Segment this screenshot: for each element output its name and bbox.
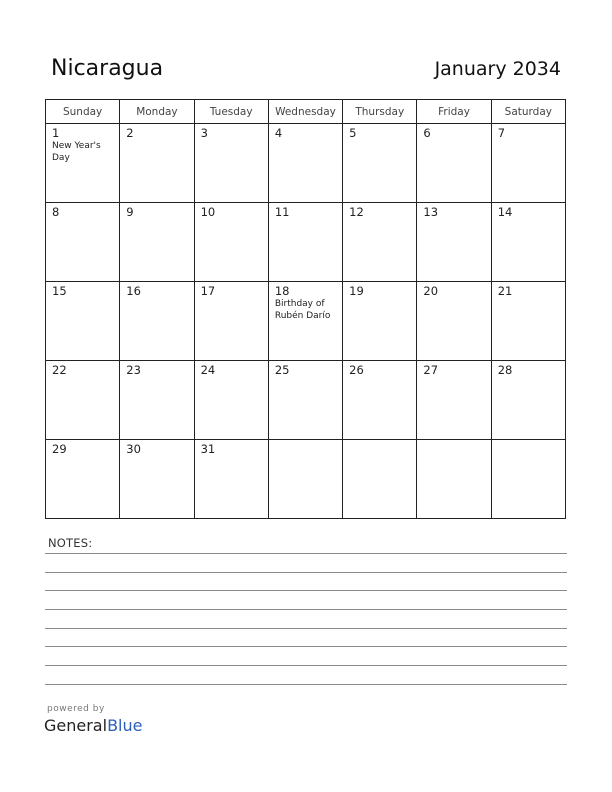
- day-number: 4: [274, 126, 283, 140]
- day-number: 20: [423, 284, 439, 298]
- day-number: 5: [349, 126, 357, 140]
- day-cell: [46, 282, 120, 361]
- day-cell: [120, 203, 194, 282]
- day-number: 9: [126, 205, 134, 219]
- weekday-header: Thursday: [343, 100, 417, 124]
- day-cell: [46, 124, 120, 203]
- day-cell: [417, 203, 491, 282]
- month-year-title: January 2034: [434, 58, 561, 80]
- day-number: 14: [497, 205, 513, 219]
- brand-name-part1: General: [44, 716, 108, 735]
- powered-by-text: powered by: [47, 704, 105, 714]
- day-cell: [194, 282, 268, 361]
- day-cell: [120, 361, 194, 440]
- day-number: 24: [200, 363, 216, 377]
- week-row: [46, 440, 566, 519]
- country-title: Nicaragua: [51, 56, 164, 81]
- day-number: 30: [126, 442, 141, 456]
- day-number: 16: [126, 284, 141, 298]
- day-cell: [46, 203, 120, 282]
- day-number: 17: [200, 284, 216, 298]
- day-cell: [268, 440, 342, 519]
- day-cell: [343, 203, 417, 282]
- weekday-header-row: [46, 100, 566, 124]
- weekday-header: Monday: [120, 100, 194, 124]
- day-number: 6: [423, 126, 431, 140]
- day-cell: [343, 361, 417, 440]
- day-number: 8: [52, 205, 60, 219]
- day-cell: [491, 282, 565, 361]
- day-number: 26: [349, 363, 364, 377]
- day-cell: [491, 124, 565, 203]
- day-cell: [343, 282, 417, 361]
- day-number: 13: [423, 205, 439, 219]
- weekday-header: Saturday: [491, 100, 565, 124]
- day-number: 12: [349, 205, 364, 219]
- brand-name-part2: Blue: [107, 716, 143, 735]
- notes-line: [45, 590, 567, 591]
- day-number: 2: [126, 126, 134, 140]
- notes-line: [45, 684, 567, 685]
- day-cell: [194, 203, 268, 282]
- day-cell: [417, 440, 491, 519]
- day-number: 10: [200, 205, 216, 219]
- week-row: [46, 282, 566, 361]
- day-cell: [120, 440, 194, 519]
- day-cell: [120, 124, 194, 203]
- week-row: [46, 203, 566, 282]
- day-number: 28: [497, 363, 513, 377]
- notes-line: [45, 665, 567, 666]
- day-cell: [491, 440, 565, 519]
- weekday-header: Sunday: [46, 100, 120, 124]
- day-cell: [194, 361, 268, 440]
- notes-line: [45, 609, 567, 610]
- holiday-label: New Year's Day: [52, 141, 101, 163]
- day-cell: [268, 361, 342, 440]
- holiday-label: Birthday of Rubén Darío: [274, 299, 331, 321]
- weekday-header: Wednesday: [268, 100, 342, 124]
- week-row: [46, 361, 566, 440]
- day-cell: [46, 361, 120, 440]
- day-cell: [268, 282, 342, 361]
- day-cell: [343, 124, 417, 203]
- day-number: 23: [126, 363, 141, 377]
- weekday-header: Friday: [417, 100, 491, 124]
- day-number: 11: [274, 205, 290, 219]
- day-cell: [268, 203, 342, 282]
- day-cell: [491, 361, 565, 440]
- notes-line: [45, 572, 567, 573]
- notes-line: [45, 553, 567, 554]
- weekday-header: Tuesday: [194, 100, 268, 124]
- day-number: 7: [497, 126, 506, 140]
- day-number: 29: [52, 442, 67, 456]
- day-cell: [343, 440, 417, 519]
- day-number: 21: [497, 284, 513, 298]
- day-number: 19: [349, 284, 364, 298]
- day-cell: [120, 282, 194, 361]
- day-number: 31: [200, 442, 216, 456]
- day-cell: [417, 361, 491, 440]
- day-cell: [194, 124, 268, 203]
- day-number: 18: [274, 284, 290, 298]
- day-cell: [268, 124, 342, 203]
- day-cell: [194, 440, 268, 519]
- day-cell: [46, 440, 120, 519]
- week-row: [46, 124, 566, 203]
- notes-line: [45, 646, 567, 647]
- generalblue-logo: [44, 716, 142, 736]
- day-number: 3: [200, 126, 208, 140]
- day-number: 1: [52, 126, 60, 140]
- day-cell: [417, 282, 491, 361]
- day-number: 27: [423, 363, 439, 377]
- notes-label: NOTES:: [48, 536, 93, 550]
- calendar-grid: [45, 99, 566, 519]
- day-number: 25: [274, 363, 290, 377]
- day-cell: [417, 124, 491, 203]
- day-number: 15: [52, 284, 67, 298]
- notes-line: [45, 628, 567, 629]
- day-number: 22: [52, 363, 67, 377]
- day-cell: [491, 203, 565, 282]
